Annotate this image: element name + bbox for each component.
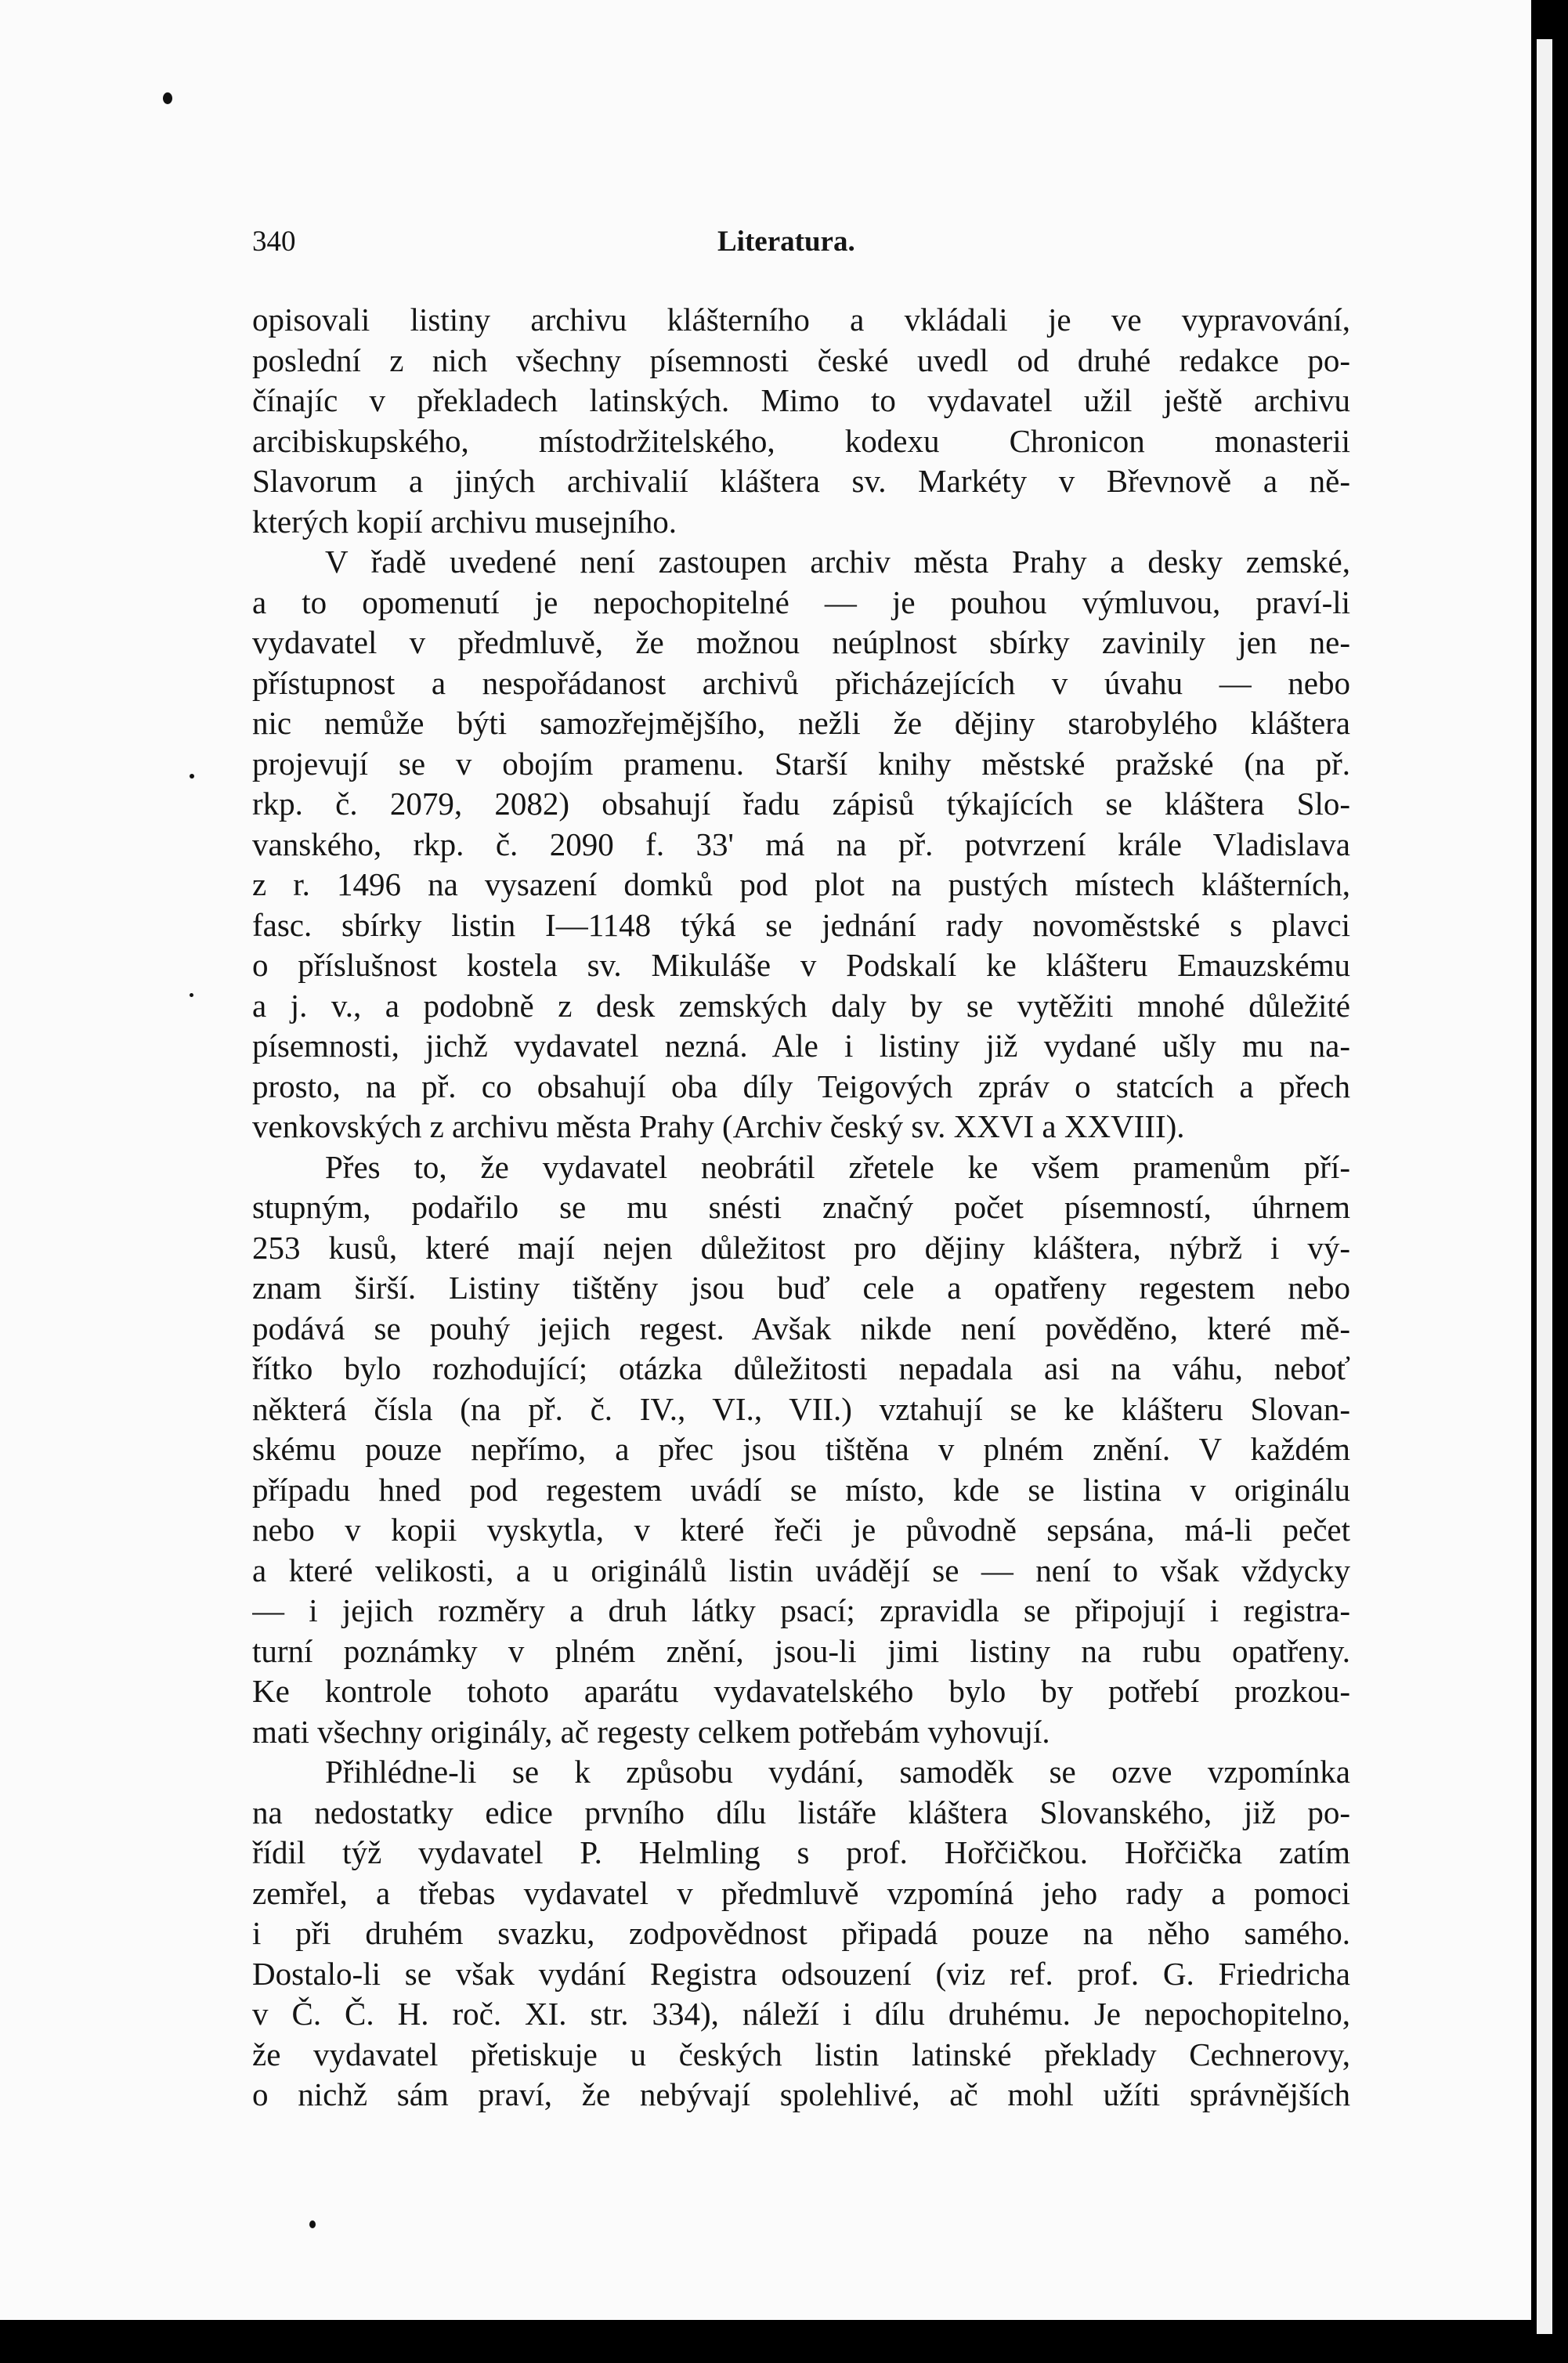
text-line: Přes to, že vydavatel neobrátil zřetele ke všem pramenům pří- (325, 1148, 1350, 1185)
text-line: vanského, rkp. č. 2090 f. 33' má na př. potvrzení krále Vladislava (252, 826, 1350, 862)
text-line: prosto, na př. co obsahují oba díly Teigových zpráv o statcích a přech (252, 1068, 1350, 1104)
text-line: případu hned pod regestem uvádí se místo, kde se listina v originálu (252, 1471, 1350, 1508)
text-line: arcibiskupského, místodržitelského, kodexu Chronicon monasterii (252, 422, 1350, 459)
text-line: — i jejich rozměry a druh látky psací; zpravidla se připojují i registra- (252, 1592, 1350, 1628)
text-line: čínajíc v překladech latinských. Mimo to vydavatel užil ještě archivu (252, 382, 1350, 418)
text-line: projevují se v obojím pramenu. Starší knihy městské pražské (na př. (252, 745, 1350, 782)
paragraph (252, 1752, 1350, 2115)
text-line: podává se pouhý jejich regest. Avšak nikde není pověděno, které mě- (252, 1310, 1350, 1346)
text-line: nic nemůže býti samozřejmějšího, nežli že dějiny starobylého kláštera (252, 705, 1350, 741)
body-text (252, 300, 1350, 2115)
text-line: přístupnost a nespořádanost archivů přicházejících v úvahu — nebo (252, 664, 1350, 701)
text-line: znam širší. Listiny tištěny jsou buď cele a opatřeny regestem nebo (252, 1270, 1350, 1306)
text-line: a to opomenutí je nepochopitelné — je pouhou výmluvou, praví-li (252, 584, 1350, 620)
text-line: Dostalo-li se však vydání Registra odsouzení (viz ref. prof. G. Friedricha (252, 1955, 1350, 1992)
text-line: nebo v kopii vyskytla, v které řeči je původně sepsána, má-li pečet (252, 1512, 1350, 1548)
text-line: skému pouze nepřímo, a přec jsou tištěna v plném znění. V každém (252, 1431, 1350, 1467)
paragraph (252, 300, 1350, 542)
text-line: rkp. č. 2079, 2082) obsahují řadu zápisů týkajících se kláštera Slo- (252, 786, 1350, 822)
text-line: zemřel, a třebas vydavatel v předmluvě vzpomíná jeho rady a pomoci (252, 1874, 1350, 1911)
text-line: řídil týž vydavatel P. Helmling s prof. Hořčičkou. Hořčička zatím (252, 1834, 1350, 1870)
ink-speck (190, 993, 193, 997)
text-line: i při druhém svazku, zodpovědnost připadá pouze na něho samého. (252, 1915, 1350, 1951)
text-line: řítko bylo rozhodující; otázka důležitosti nepadala asi na váhu, neboť (252, 1350, 1350, 1386)
running-title: Literatura. (717, 226, 855, 258)
ink-speck (309, 2220, 316, 2228)
text-line: Slavorum a jiných archivalií kláštera sv. Markéty v Břevnově a ně- (252, 463, 1350, 499)
text-line: písemnosti, jichž vydavatel nezná. Ale i listiny již vydané ušly mu na- (252, 1028, 1350, 1064)
text-line: na nedostatky edice prvního dílu listáře kláštera Slovanského, již po- (252, 1794, 1350, 1830)
text-line: stupným, podařilo se mu snésti značný počet písemností, úhrnem (252, 1189, 1350, 1225)
text-line: vydavatel v předmluvě, že možnou neúplnost sbírky zavinily jen ne- (252, 624, 1350, 660)
text-line: fasc. sbírky listin I—1148 týká se jednání rady novoměstské s plavci (252, 906, 1350, 943)
page-edge-strip (1537, 39, 1552, 2334)
text-line: že vydavatel přetiskuje u českých listin latinské překlady Cechnerovy, (252, 2036, 1350, 2072)
text-line: z r. 1496 na vysazení domků pod plot na pustých místech klášterních, (252, 866, 1350, 902)
paragraph (252, 542, 1350, 1147)
ink-speck (190, 774, 194, 779)
text-line: o příslušnost kostela sv. Mikuláše v Podskalí ke klášteru Emauzskému (252, 947, 1350, 983)
text-line: Přihlédne-li se k způsobu vydání, samoděk se ozve vzpomínka (325, 1754, 1350, 1790)
page-header (252, 225, 1350, 272)
text-line: a j. v., a podobně z desk zemských daly by se vytěžiti mnohé důležité (252, 987, 1350, 1024)
text-line: opisovali listiny archivu klášterního a vkládali je ve vypravování, (252, 302, 1350, 338)
text-line: o nichž sám praví, že nebývají spolehlivé, ač mohl užíti správnějších (252, 2076, 1350, 2112)
text-line: V řadě uvedené není zastoupen archiv města Prahy a desky zemské, (325, 544, 1350, 580)
page-number: 340 (252, 226, 296, 258)
text-line: turní poznámky v plném znění, jsou-li jimi listiny na rubu opatřeny. (252, 1632, 1350, 1669)
text-line: kterých kopií archivu musejního. (252, 503, 677, 540)
text-line: některá čísla (na př. č. IV., VI., VII.) vztahují se ke klášteru Slovan- (252, 1390, 1350, 1427)
text-line: a které velikosti, a u originálů listin uvádějí se — není to však vždycky (252, 1552, 1350, 1588)
paragraph (252, 1147, 1350, 1753)
text-line: venkovských z archivu města Prahy (Archiv český sv. XXVI a XXVIII). (252, 1108, 1185, 1144)
text-line: Ke kontrole tohoto aparátu vydavatelského bylo by potřebí prozkou- (252, 1673, 1350, 1709)
ink-speck (163, 92, 172, 104)
text-line: 253 kusů, které mají nejen důležitost pro dějiny kláštera, nýbrž i vý- (252, 1229, 1350, 1266)
text-line: mati všechny originály, ač regesty celkem potřebám vyhovují. (252, 1713, 1050, 1750)
text-line: poslední z nich všechny písemnosti české uvedl od druhé redakce po- (252, 341, 1350, 378)
text-line: v Č. Č. H. roč. XI. str. 334), náleží i dílu druhému. Je nepochopitelno, (252, 1996, 1350, 2032)
